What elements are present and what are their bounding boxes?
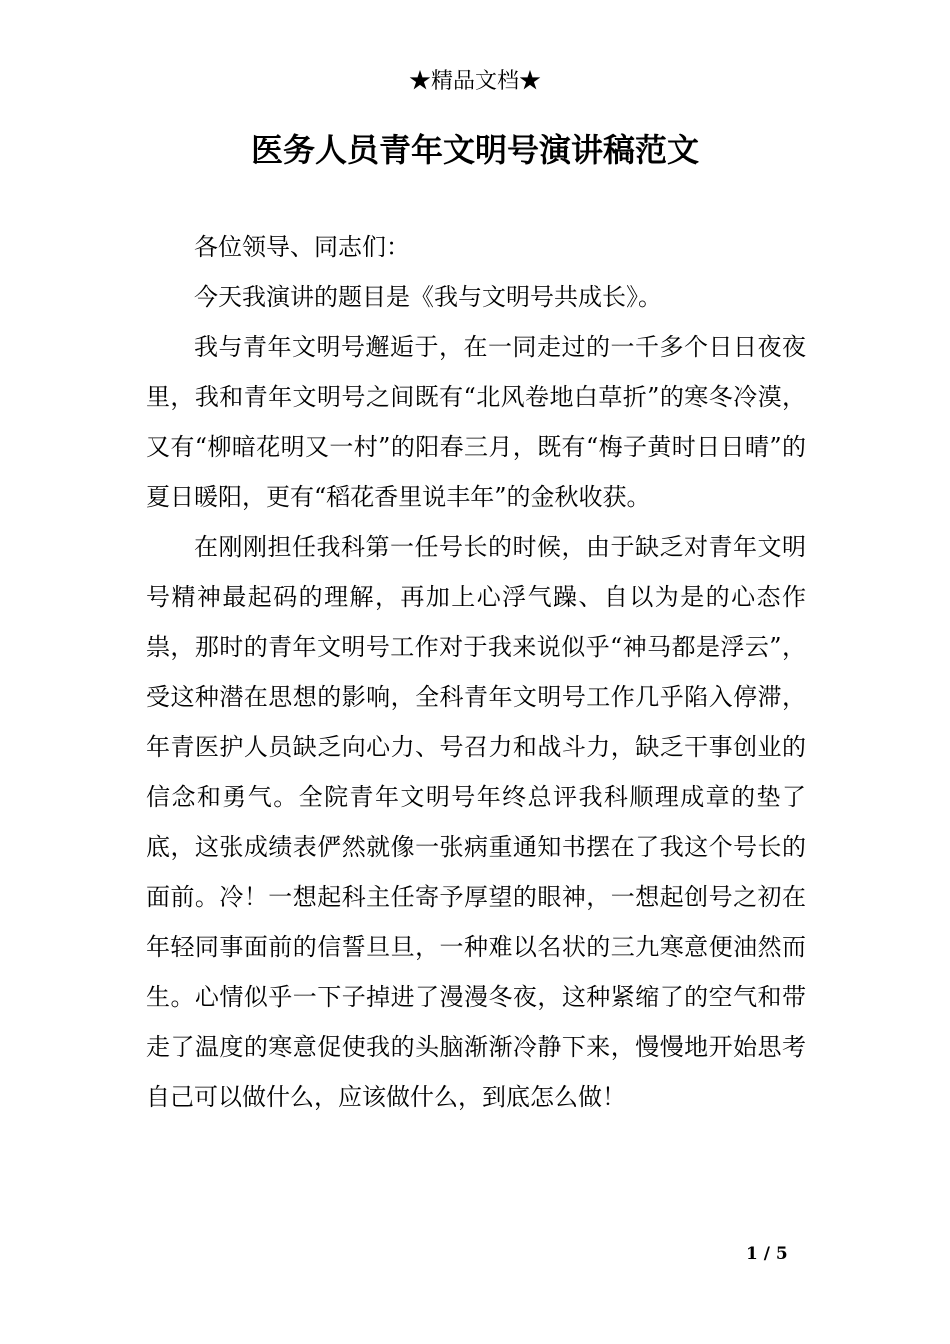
topic-paragraph: 今天我演讲的题目是《我与文明号共成长》。 (194, 283, 662, 311)
page-number: 1 / 5 (746, 1244, 788, 1264)
body-paragraph: 我与青年文明号邂逅于，在一同走过的一千多个日日夜夜里，我和青年文明号之间既有“北风卷地白草折”的寒冬冷漠，又有“柳暗花明又一村”的阳春三月，既有“梅子黄时日日晴”的夏日暖阳，更有“稻花香里说丰年”的金秋收获。 (146, 333, 806, 511)
body-paragraph: 在刚刚担任我科第一任号长的时候，由于缺乏对青年文明号精神最起码的理解，再加上心浮气躁、自以为是的心态作祟，那时的青年文明号工作对于我来说似乎“神马都是浮云”，受这种潜在思想的影响，全科青年文明号工作几乎陷入停滞，年青医护人员缺乏向心力、号召力和战斗力，缺乏干事创业的信念和勇气。全院青年文明号年终总评我科顺理成章的垫了底，这张成绩表俨然就像一张病重通知书摆在了我这个号长的面前。冷！一想起科主任寄予厚望的眼神，一想起创号之初在年轻同事面前的信誓旦旦，一种难以名状的三九寒意便油然而生。心情似乎一下子掉进了漫漫冬夜，这种紧缩了的空气和带走了温度的寒意促使我的头脑渐渐冷静下来，慢慢地开始思考自己可以做什么，应该做什么，到底怎么做！ (146, 533, 806, 1111)
header-badge: ★精品文档★ (408, 69, 541, 94)
document-title: 医务人员青年文明号演讲稿范文 (250, 131, 699, 169)
salutation-paragraph: 各位领导、同志们： (194, 233, 410, 261)
document-body (146, 222, 806, 1122)
